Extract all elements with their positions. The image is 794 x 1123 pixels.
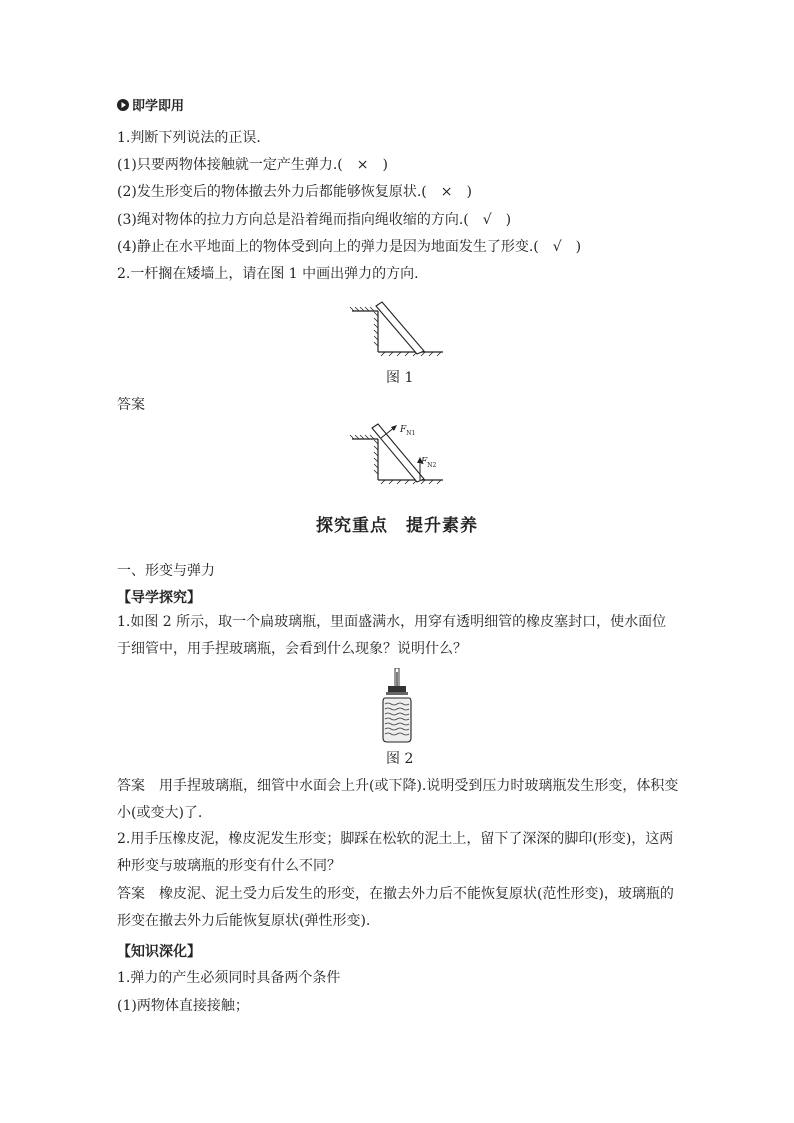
force-label-fn2: $F_{N2}$ bbox=[421, 457, 437, 469]
answer-1: 答案 用手捏玻璃瓶，细管中水面会上升(或下降).说明受到压力时玻璃瓶发生形变，体积变小(或变大)了. bbox=[117, 778, 679, 821]
knowledge-deepen-label: 【知识深化】 bbox=[117, 944, 201, 960]
judgement-item: (4)静止在水平地面上的物体受到向上的弹力是因为地面发生了形变.( √ ) bbox=[117, 239, 582, 255]
figure-2-bottle bbox=[372, 668, 422, 744]
knowledge-point-1-1: (1)两物体直接接触； bbox=[117, 998, 249, 1014]
judgement-item: (3)绳对物体的拉力方向总是沿着绳而指向绳收缩的方向.( √ ) bbox=[117, 212, 512, 228]
judgement-item: (1)只要两物体接触就一定产生弹力.( × ) bbox=[117, 157, 388, 173]
knowledge-point-1: 1.弹力的产生必须同时具备两个条件 bbox=[117, 970, 341, 986]
guide-question-2: 2.用手压橡皮泥，橡皮泥发生形变；脚踩在松软的泥土上，留下了深深的脚印(形变)，这两种形变与玻璃瓶的形变有什么不同？ bbox=[117, 831, 674, 874]
part-1-heading: 一、形变与弹力 bbox=[117, 563, 215, 579]
judgement-mark: × bbox=[440, 184, 453, 200]
question-2: 2.一杆搁在矮墙上，请在图 1 中画出弹力的方向. bbox=[117, 266, 419, 282]
force-label-fn1: $F_{N1}$ bbox=[400, 425, 416, 437]
quick-practice-heading: 即学即用 bbox=[117, 96, 184, 117]
figure-2-caption: 图 2 bbox=[386, 751, 414, 767]
figure-1-caption: 图 1 bbox=[386, 370, 414, 386]
judgement-mark: √ bbox=[552, 239, 562, 255]
figure-1-rod-on-wall bbox=[345, 300, 450, 360]
judgement-mark: √ bbox=[482, 212, 492, 228]
judgement-item: (2)发生形变后的物体撤去外力后都能够恢复原状.( × ) bbox=[117, 184, 472, 200]
guide-explore-label: 【导学探究】 bbox=[117, 590, 201, 606]
answer-figure-forces bbox=[345, 418, 450, 488]
judgement-mark: × bbox=[356, 157, 369, 173]
section-title: 探究重点 提升素养 bbox=[316, 516, 478, 536]
answer-2: 答案 橡皮泥、泥土受力后发生的形变，在撤去外力后不能恢复原状(范性形变)，玻璃瓶的形变在撤去外力后能恢复原状(弹性形变). bbox=[117, 886, 674, 929]
question-1-intro: 1.判断下列说法的正误. bbox=[117, 130, 261, 146]
guide-question-1: 1.如图 2 所示，取一个扁玻璃瓶，里面盛满水，用穿有透明细管的橡皮塞封口，使水面位于细管中，用手捏玻璃瓶，会看到什么现象？说明什么？ bbox=[117, 614, 667, 657]
answer-label: 答案 bbox=[117, 397, 145, 413]
play-circle-icon bbox=[117, 99, 129, 111]
